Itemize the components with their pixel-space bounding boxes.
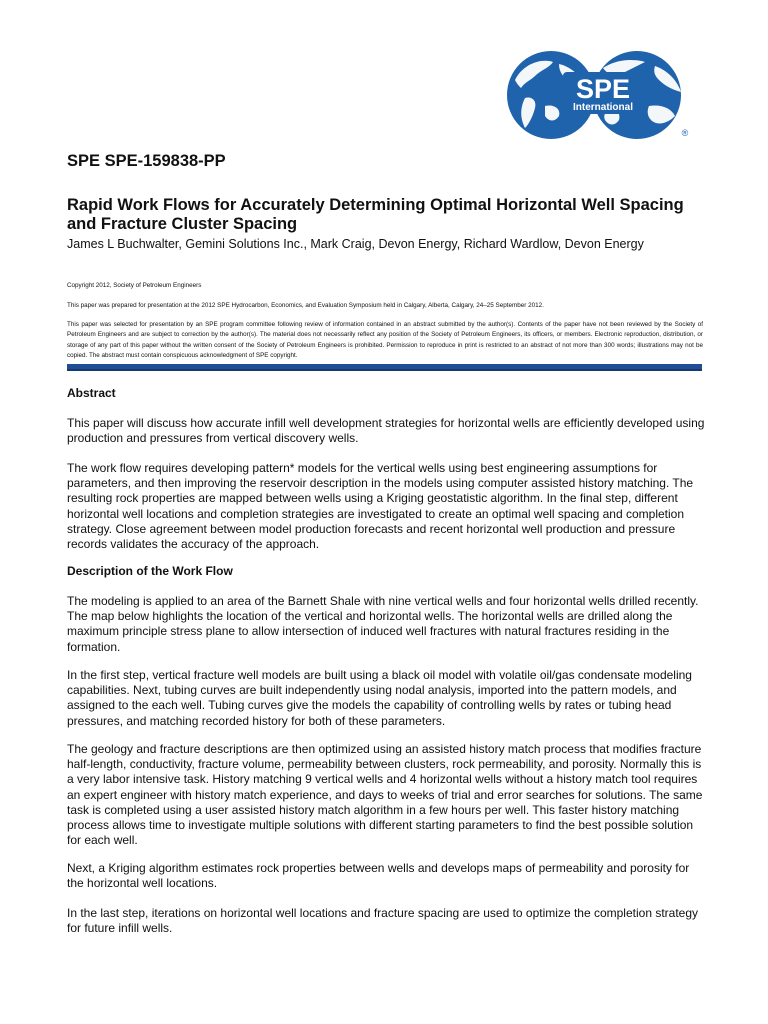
paper-number: SPE SPE-159838-PP bbox=[67, 152, 226, 170]
logo-subtitle: International bbox=[572, 102, 634, 113]
workflow-paragraph-1: The modeling is applied to an area of the Barnett Shale with nine vertical wells and four horizontal wells drilled recently. The map below highlights the location of the vertical and horizontal wells. The horizontal wells are drilled along the maximum principle stress plane to allow intersection of induced well fractures with natural fractures residing in the formation. bbox=[67, 594, 699, 654]
workflow-paragraph-2: In the first step, vertical fracture well models are built using a black oil model with volatile oil/gas condensate modeling capabilities. Next, tubing curves are built independently using nodal analysis, imported into the pattern models, and assigned to the each well. Tubing curves give the models the capability of controlling wells by rates or tubing head pressures, and matching recorded history for both of these parameters. bbox=[67, 668, 692, 728]
abstract-paragraph-1: This paper will discuss how accurate infill well development strategies for horizontal wells are efficiently developed using production and pressures from vertical discovery wells. bbox=[67, 416, 705, 446]
abstract-paragraph-2: The work flow requires developing pattern* models for the vertical wells using best engineering assumptions for parameters, and then improving the reservoir description in the models using computer assisted history matching. The resulting rock properties are mapped between wells using a Kriging geostatistic algorithm. In the final step, different horizontal well locations and completion strategies are investigated to create an optimal well spacing and completion strategy. Close agreement between model production forecasts and recent horizontal well production and pressure records validates the accuracy of the approach. bbox=[67, 461, 694, 552]
abstract-heading: Abstract bbox=[67, 386, 116, 400]
author-line: James L Buchwalter, Gemini Solutions Inc., Mark Craig, Devon Energy, Richard Wardlow, Devon Energy bbox=[67, 237, 644, 251]
review-disclaimer: This paper was selected for presentation by an SPE program committee following review of information contained in an abstract submitted by the author(s). Contents of the paper have not been reviewed by the Society of Petroleum Engineers and are subject to correction by the author(s). The material does not necessarily reflect any position of the Society of Petroleum Engineers, its officers, or members. Electronic reproduction, distribution, or storage of any part of this paper without the written consent of the Society of Petroleum Engineers is prohibited. Permission to reproduce in print is restricted to an abstract of not more than 300 words; illustrations may not be copied. The abstract must contain conspicuous acknowledgment of SPE copyright. bbox=[67, 321, 703, 360]
header-divider bbox=[67, 364, 702, 371]
presentation-notice: This paper was prepared for presentation at the 2012 SPE Hydrocarbon, Economics, and Evaluation Symposium held in Calgary, Alberta, Calgary, 24–25 September 2012. bbox=[67, 302, 544, 309]
logo-wordmark: SPE bbox=[575, 74, 631, 104]
logo-registered-mark: ® bbox=[681, 128, 689, 138]
paper-title: Rapid Work Flows for Accurately Determining Optimal Horizontal Well Spacing and Fracture Cluster Spacing bbox=[67, 196, 684, 233]
workflow-paragraph-3: The geology and fracture descriptions are then optimized using an assisted history match process that modifies fracture half-length, conductivity, fracture volume, permeability between clusters, rock permeability, and porosity. Normally this is a very labor intensive task. History matching 9 vertical wells and 4 horizontal wells without a history match tool requires an expert engineer with history match experience, and days to weeks of trial and error searches for solutions. The same task is completed using a user assisted history match algorithm in a few hours per well. This faster history matching process allows time to investigate multiple solutions with different starting parameters to find the best possible solution for each well. bbox=[67, 742, 703, 848]
copyright-notice: Copyright 2012, Society of Petroleum Engineers bbox=[67, 282, 202, 289]
workflow-paragraph-4: Next, a Kriging algorithm estimates rock properties between wells and develops maps of permeability and porosity for the horizontal well locations. bbox=[67, 861, 690, 891]
spe-logo bbox=[505, 50, 695, 140]
workflow-paragraph-5: In the last step, iterations on horizontal well locations and fracture spacing are used to optimize the completion strategy for future infill wells. bbox=[67, 906, 699, 936]
workflow-heading: Description of the Work Flow bbox=[67, 564, 233, 578]
